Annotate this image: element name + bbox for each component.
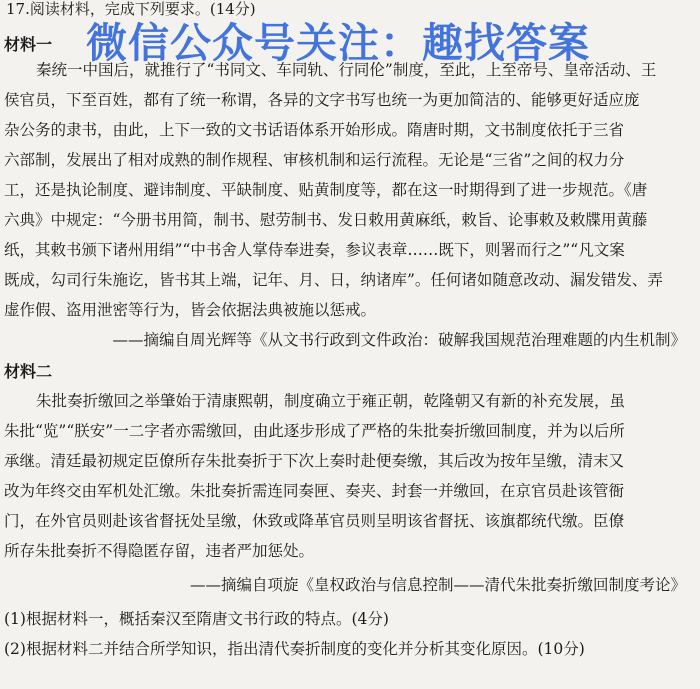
material1-line: 工，还是执论制度、避讳制度、平缺制度、贴黄制度等，都在这一时期得到了进一步规范。《唐	[4, 181, 648, 199]
material1-title: 材料一	[4, 36, 53, 54]
watermark-overlay: 微信公众号关注：趣找答案	[86, 19, 590, 67]
material1-line: 虚作假、盗用泄密等行为，皆会依据法典被施以惩戒。	[4, 301, 377, 319]
material1-line: 既成，勾司行朱施讫，皆书其上端，记年、月、日，纳诸库”。任何诸如随意改动、漏发错发、弄	[4, 271, 663, 289]
material1-line: 侯官员，下至百姓，都有了统一称谓，各异的文字书写也统一为更加简洁的、能够更好适应庞	[4, 91, 640, 109]
material2-line: 朱批“览”“朕安”一二字者亦需缴回，由此逐步形成了严格的朱批奏折缴回制度，并为以后所	[4, 422, 625, 440]
material2-line: 承继。清廷最初规定臣僚所存朱批奏折于下次上奏时赴便奏缴，其后改为按年呈缴，清末又	[4, 452, 625, 470]
material2-citation: ——摘编自项旋《皇权政治与信息控制——清代朱批奏折缴回制度考论》	[189, 576, 686, 594]
material1-line: 六部制，发展出了相对成熟的制作规程、审核机制和运行流程。无论是“三省”之间的权力分	[4, 151, 625, 169]
material1-line: 秦统一中国后，就推行了“书同文、车同轨、行同伦”制度，至此，上至帝号、皇帝活动、王	[36, 61, 657, 79]
task-1: (1)根据材料一，概括秦汉至隋唐文书行政的特点。(4分)	[4, 610, 389, 628]
material1-citation: ——摘编自周光辉等《从文书行政到文件政治：破解我国规范治理难题的内生机制》	[112, 331, 686, 349]
material2-line: 改为年终交由军机处汇缴。朱批奏折需连同奏匣、奏夹、封套一并缴回，在京官员赴该管衙	[4, 482, 625, 500]
material2-line: 门，在外官员则赴该省督抚处呈缴，休致或降革官员则呈明该省督抚、该旗都统代缴。臣僚	[4, 512, 625, 530]
material2-title: 材料二	[4, 363, 53, 381]
material1-line: 六典》中规定：“今册书用简，制书、慰劳制书、发日敕用黄麻纸，敕旨、论事敕及敕牒用黄藤	[4, 211, 648, 229]
material1-line: 纸，其敕书颁下诸州用绢”“中书舍人掌侍奉进奏，参议表章……既下，则署而行之”“凡文案	[4, 241, 625, 259]
material2-line: 所存朱批奏折不得隐匿存留，违者严加惩处。	[4, 542, 315, 560]
question-header: 17.阅读材料，完成下列要求。(14分)	[6, 0, 256, 18]
material2-line: 朱批奏折缴回之举肇始于清康熙朝，制度确立于雍正朝，乾隆朝又有新的补充发展，虽	[36, 392, 626, 410]
task-2: (2)根据材料二并结合所学知识，指出清代奏折制度的变化并分析其变化原因。(10分)	[4, 640, 585, 658]
material1-line: 杂公务的隶书，由此，上下一致的文书话语体系开始形成。隋唐时期，文书制度依托于三省	[4, 121, 625, 139]
